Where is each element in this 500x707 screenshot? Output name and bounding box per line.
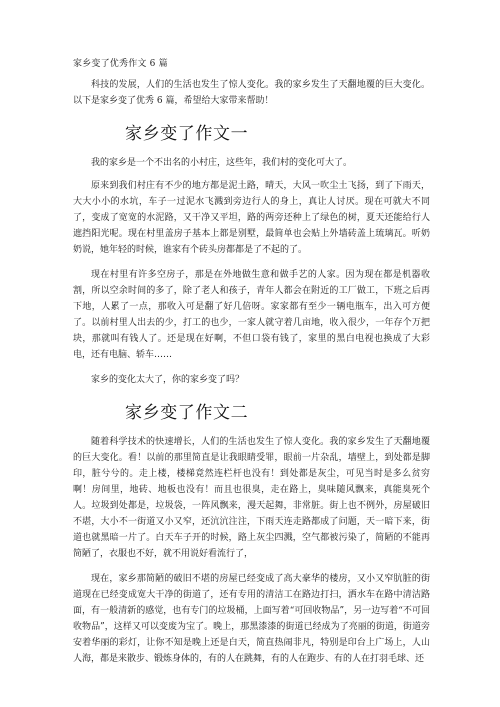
essay-1-paragraph-1: 我的家乡是一个不出名的小村庄，这些年，我们村的变化可大了。 <box>91 158 353 168</box>
intro-paragraph: 科技的发展，人们的生活也发生了惊人变化。我的家乡发生了天翻地覆的巨大变化。以下是家乡变了优秀 6 篇，希望给大家带来帮助！ <box>73 80 430 106</box>
essay-2-paragraph-1: 随着科学技术的快速增长，人们的生活也发生了惊人变化。我的家乡发生了天翻地覆的巨大变化。看！以前的那里简直是让我眼睛受罪，眼前一片杂乱，墙壁上，到处都是脚印，脏兮兮的。走上楼，楼梯竟然连栏杆也没有！到处都是灰尘，可见当时是多么贫穷啊！房间里，地砖、地板也没有！而且也很臭，走在路上，臭味随风飘来，真能臭死个人。垃圾到处都是，垃圾袋，一阵风飘来，漫天起舞，非常脏。街上也不例外，房屋破旧不堪，大小不一街道又小又窄，还沆沆注注，下雨天连走路都成了问题，天一暗下来，街道也就黑暗一片了。白天车子开的时候，路上灰尘四溅，空气都被污染了，简陋的不能再简陋了，衣服也不好，就不用说好看流行了， <box>73 437 430 559</box>
essay-2-paragraph-2: 现在，家乡那简陋的破旧不堪的房屋已经变成了高大豪华的楼房，又小又窄肮脏的街道现在已经变成宽大干净的街道了，还有专用的清洁工在路边打扫，洒水车在路中清洁路面，有一般清新的感觉，也有专门的垃圾桶，上面写着“可回收物品”，另一边写着“不可回收物品”，这样又可以变废为宝了。晚上，那黑漆漆的街道已经成为了亮丽的街道，街道旁安着华丽的彩灯，让你不知是晚上还是白天，简直热闹非凡，特别是印台上广场上，人山人海，都是来散步、锻炼身体的，有的人在跳舞，有的人在跑步、有的人在打羽毛球、还 <box>73 574 430 664</box>
essay-2-heading: 家乡变了作文二 <box>125 403 249 423</box>
essay-1-heading: 家乡变了作文一 <box>125 124 249 144</box>
essay-1-paragraph-2: 原来到我们村庄有不少的地方都是泥土路，晴天，大风一吹尘土飞扬，到了下雨天，大大小小的水坑，车子一过泥水飞溅到旁边行人的身上，真让人讨厌。现在可就大不同了，变成了宽宽的水泥路，又干净又平坦，路的两旁还种上了绿色的树，夏天还能给行人遮挡阳光呢。现在村里盖房子基本上都是别墅，最简单也会贴上外墙砖盖上琉璃瓦。听奶奶说，她年轻的时候，谁家有个砖头房都都是了不起的了。 <box>73 181 430 255</box>
essay-1-paragraph-3: 现在村里有许多空房子，那是在外地做生意和做手艺的人家。因为现在都是机器收割，所以空余时间的多了，除了老人和孩子，青年人都会在附近的工厂做工，下班之后再下地，人累了一点，那收入可是翻了好几倍呀。家家都有至少一辆电瓶车，出入可方便了。以前村里人出去的少，打工的也少，一家人就守着几亩地，收入很少，一年存个万把块，那就叫有钱人了。还是现在好啊，不但口袋有钱了，家里的黑白电视也换成了大彩电，还有电脑、轿车…… <box>73 270 430 360</box>
essay-1-paragraph-4: 家乡的变化太大了，你的家乡变了吗？ <box>91 375 245 385</box>
document-title: 家乡变了优秀作文 6 篇 <box>73 59 168 69</box>
